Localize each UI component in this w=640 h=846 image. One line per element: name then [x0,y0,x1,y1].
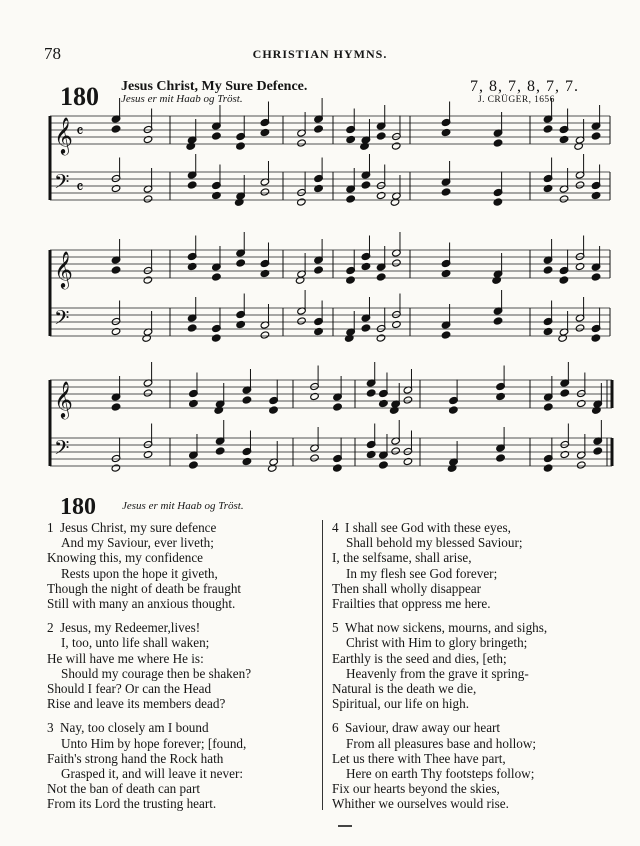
note-head [345,334,355,342]
stanza-line [47,781,317,796]
stanza-line-text: Spiritual, our life on high. [332,696,469,712]
stanza-line-text: He will have me where He is: [47,650,204,666]
stanza-line-text: Should I fear? Or can the Head [47,681,212,697]
stanza-line [47,581,317,596]
column-divider [322,520,323,810]
stanza [47,620,317,711]
stanza-line-text: Unto Him by hope forever; [found, [61,735,247,751]
note-head [297,139,307,147]
bass-clef: 𝄢 [54,170,70,198]
stanza-line [47,751,317,766]
note-head [391,142,401,150]
stanza-column-right [332,520,622,821]
stanza-line [47,720,317,735]
note-head [558,334,568,342]
note-head [187,324,197,332]
note-head [441,188,451,196]
hymn-original-title: Jesus er mit Haab og Tröst. [121,93,243,105]
note-head [543,464,553,472]
treble-clef: 𝄞 [54,116,73,154]
stanza-line [332,720,622,735]
note-head [361,324,371,332]
stanza-line-text: Rests upon the hope it giveth, [61,565,218,581]
note-head [314,125,324,133]
note-head [212,273,222,281]
stanza-line [47,766,317,781]
note-head [297,317,307,325]
stanza [47,520,317,611]
note-head [592,406,602,414]
bass-clef: 𝄢 [54,306,70,334]
note-head [591,334,601,342]
note-head [211,334,221,342]
treble-clef: 𝄞 [54,250,73,288]
note-head [390,198,400,206]
stanza-line-text: From all pleasures base and hollow; [346,735,537,751]
stanza-line [47,620,317,635]
note-head [143,195,153,203]
note-head [576,461,586,469]
note-head [403,396,413,404]
stanza-line [47,651,317,666]
stanza-line [47,736,317,751]
note-head [111,464,121,472]
stanza-line [47,796,317,811]
hymn-composer: J. CRÜGER, 1656 [478,95,555,105]
note-head [376,132,386,140]
stanza [332,720,622,811]
note-head [297,198,307,206]
note-head [366,389,376,397]
stanza-line-text: Natural is the death we die, [332,681,477,697]
running-head: CHRISTIAN HYMNS. [252,47,388,61]
stanza-column-left [47,520,317,821]
note-head [360,142,370,150]
stanza-line [47,535,317,550]
note-head [212,132,222,140]
note-head [493,317,503,325]
note-head [559,276,569,284]
note-head [214,406,224,414]
stanza-line [332,635,622,650]
stanza-line-text: I shall see God with these eyes, [345,520,511,535]
stanza-line-text: Though the night of death be fraught [47,580,242,596]
note-head [314,266,324,274]
note-head [543,403,553,411]
stanza-line [332,535,622,550]
stanza-line [332,736,622,751]
stanza-line-text: Whither we ourselves would rise. [332,796,509,812]
note-head [111,266,121,274]
stanza [332,620,622,711]
note-head [111,125,121,133]
stanza-line [47,596,317,611]
note-head [268,464,278,472]
stanza-line [332,751,622,766]
note-head [187,181,197,189]
time-signature: 𝄴 [76,122,84,142]
footer-ornament [338,825,352,827]
note-head [189,461,199,469]
stanza-line-text: Fix our hearts beyond the skies, [332,781,500,797]
note-head [575,324,585,332]
note-head [236,259,246,267]
stanza-line-text: Then shall wholly disappear [332,580,482,596]
note-head [295,276,305,284]
note-head [236,142,246,150]
note-head [574,142,584,150]
stanza-line [332,596,622,611]
note-head [591,132,601,140]
stanza-line-text: Jesus, my Redeemer,lives! [60,620,201,636]
note-head [111,403,121,411]
stanza-line-text: Jesus Christ, my sure defence [60,520,217,535]
stanza-line-text: Still with many an anxious thought. [47,596,236,612]
bass-clef: 𝄢 [54,436,70,464]
note-head [310,454,320,462]
note-head [333,464,343,472]
note-head [215,447,225,455]
stanza-line-text: Shall behold my blessed Saviour; [346,535,523,551]
note-head [559,195,569,203]
note-head [493,139,503,147]
stanza-number: 1 [47,520,54,535]
stanza-line-text: And my Saviour, ever liveth; [61,535,214,551]
note-head [392,259,402,267]
stanza-line [332,620,622,635]
stanza-number: 2 [47,620,54,636]
note-head [346,276,356,284]
stanza-line-text: Frailties that oppress me here. [332,596,491,612]
stanza-line [332,581,622,596]
stanza-line [332,651,622,666]
stanza-line-text: Christ with Him to glory bringeth; [346,635,528,651]
stanza-line [47,681,317,696]
stanza-line-text: Should my courage then be shaken? [61,665,252,681]
stanza-line [332,550,622,565]
note-head [142,334,152,342]
page-number: 78 [44,44,61,63]
text-heading-number: 180 [60,494,96,520]
note-head [591,273,601,281]
stanza-line-text: Let us there with Thee have part, [332,750,506,766]
stanza [47,720,317,811]
stanza-number: 4 [332,520,339,535]
text-heading-title: Jesus er mit Haab og Tröst. [122,500,244,512]
stanza-line [332,696,622,711]
stanza-line-text: Knowing this, my confidence [47,550,204,566]
note-head [492,276,502,284]
time-signature: 𝄴 [76,178,84,198]
stanza-line [332,766,622,781]
stanza-line-text: Not the ban of death can part [47,781,201,797]
note-head [242,396,252,404]
note-head [390,406,400,414]
hymn-number: 180 [60,82,99,111]
stanza-line [47,696,317,711]
note-head [379,461,389,469]
stanza [332,520,622,611]
stanza-number: 6 [332,720,339,736]
note-head [493,198,503,206]
stanza-line-text: I, too, unto life shall waken; [61,635,210,651]
stanza-line [332,566,622,581]
note-head [269,406,279,414]
note-head [391,447,401,455]
note-head [441,331,451,339]
stanza-line [332,520,622,535]
note-head [496,454,506,462]
note-head [143,389,153,397]
stanza-line [332,681,622,696]
stanza-number: 3 [47,720,54,736]
stanza-line [47,666,317,681]
stanza-line-text: In my flesh see God forever; [346,565,498,581]
stanza-line-text: Here on earth Thy footsteps follow; [346,766,535,782]
stanza-line [332,666,622,681]
note-head [346,195,356,203]
hymn-meter: 7, 8, 7, 8, 7, 7. [470,78,579,95]
stanza-line [47,635,317,650]
stanza-line [47,550,317,565]
treble-clef: 𝄞 [54,380,73,418]
stanza-line [47,520,317,535]
note-head [593,447,603,455]
note-head [260,331,270,339]
stanza-line [332,781,622,796]
note-head [143,276,153,284]
stanza-line-text: Faith's strong hand the Rock hath [47,750,224,766]
note-head [575,181,585,189]
note-head [361,181,371,189]
note-head [376,273,386,281]
stanza-line-text: Earthly is the seed and dies, [eth; [332,650,507,666]
stanza-line-text: What now sickens, mourns, and sighs, [345,620,548,636]
note-head [560,389,570,397]
note-head [376,334,386,342]
note-head [447,464,457,472]
stanza-line [47,566,317,581]
note-head [260,188,270,196]
note-head [449,406,459,414]
stanza-line-text: Nay, too closely am I bound [60,720,209,736]
stanza-line-text: I, the selfsame, shall arise, [332,550,472,566]
note-head [543,125,553,133]
stanza-line-text: Rise and leave its members dead? [47,696,226,712]
stanza-line-text: From its Lord the trusting heart. [47,796,217,812]
stanza-line-text: Heavenly from the grave it spring- [346,665,529,681]
stanza-line-text: Grasped it, and will leave it never: [61,766,243,782]
stanza-line [332,796,622,811]
note-head [186,142,196,150]
stanza-line-text: Saviour, draw away our heart [345,720,501,736]
note-head [333,403,343,411]
stanza-number: 5 [332,620,339,636]
note-head [235,198,245,206]
note-head [543,266,553,274]
hymn-title: Jesus Christ, My Sure Defence. [121,79,308,94]
